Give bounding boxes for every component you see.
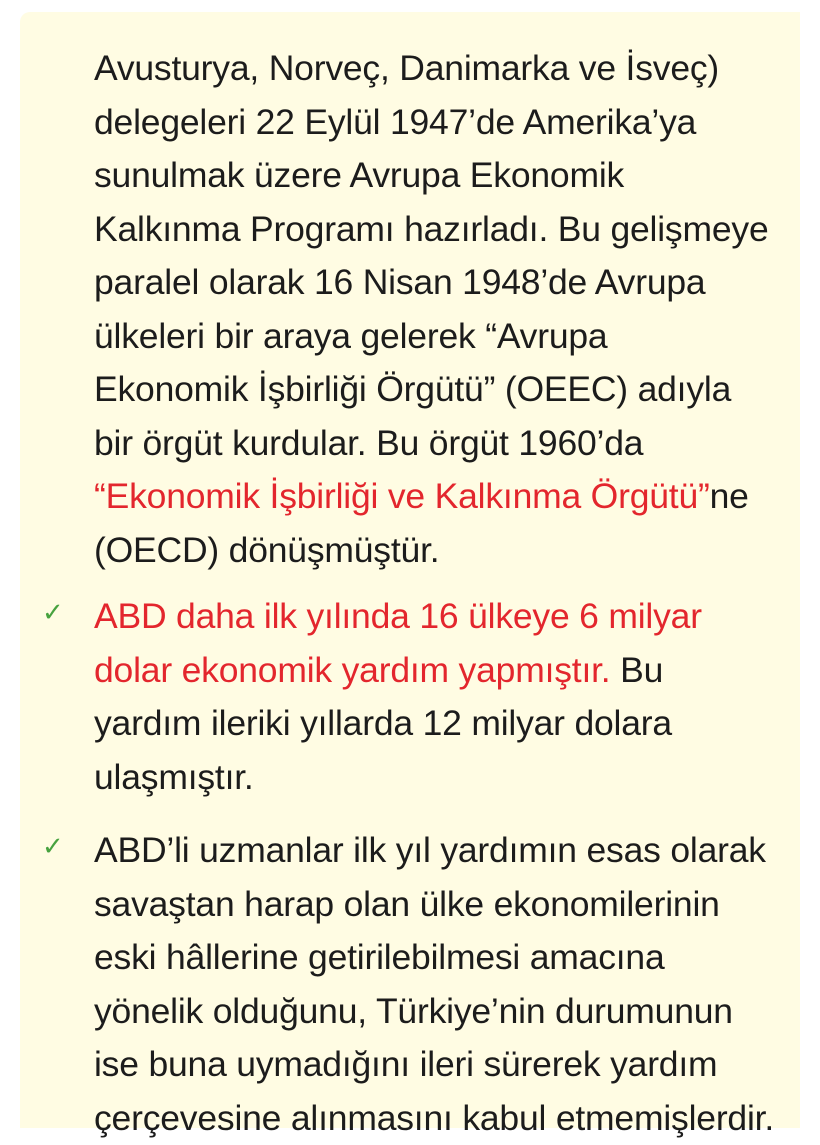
text-line: bir örgüt kurdular. Bu örgüt 1960’da	[94, 417, 768, 471]
intro-paragraph	[94, 42, 768, 577]
mixed-line	[94, 644, 702, 698]
text-line: (OECD) dönüşmüştür.	[94, 524, 768, 578]
text-line: Avusturya, Norveç, Danimarka ve İsveç)	[94, 42, 768, 96]
text-line: savaştan harap olan ülke ekonomilerinin	[94, 878, 774, 932]
bullet-aid-amount	[94, 590, 702, 804]
text-line: sunulmak üzere Avrupa Ekonomik	[94, 149, 768, 203]
highlight-line: ABD daha ilk yılında 16 ülkeye 6 milyar	[94, 590, 702, 644]
highlight-line	[94, 470, 768, 524]
text-line: Ekonomik İşbirliği Örgütü” (OEEC) adıyla	[94, 363, 768, 417]
text-line: ülkeleri bir araya gelerek “Avrupa	[94, 310, 768, 364]
text-line: çerçevesine alınmasını kabul etmemişlerdir.	[94, 1092, 774, 1145]
text-line: ulaşmıştır.	[94, 751, 702, 805]
highlight-text: dolar ekonomik yardım yapmıştır.	[94, 650, 610, 690]
text-fragment: ne	[710, 476, 749, 516]
text-line: yardım ileriki yıllarda 12 milyar dolara	[94, 697, 702, 751]
text-line: eski hâllerine getirilebilmesi amacına	[94, 931, 774, 985]
text-line: delegeleri 22 Eylül 1947’de Amerika’ya	[94, 96, 768, 150]
bullet-experts-opinion	[94, 824, 774, 1145]
text-line: ABD’li uzmanlar ilk yıl yardımın esas olarak	[94, 824, 774, 878]
check-icon: ✓	[42, 598, 64, 628]
text-line: ise buna uymadığını ileri sürerek yardım	[94, 1038, 774, 1092]
text-fragment: Bu	[610, 650, 663, 690]
text-line: paralel olarak 16 Nisan 1948’de Avrupa	[94, 256, 768, 310]
check-icon: ✓	[42, 832, 64, 862]
document-page	[20, 12, 800, 1128]
text-line: Kalkınma Programı hazırladı. Bu gelişmeye	[94, 203, 768, 257]
text-line: yönelik olduğunu, Türkiye’nin durumunun	[94, 985, 774, 1039]
oecd-name-highlight: “Ekonomik İşbirliği ve Kalkınma Örgütü”	[94, 476, 710, 516]
